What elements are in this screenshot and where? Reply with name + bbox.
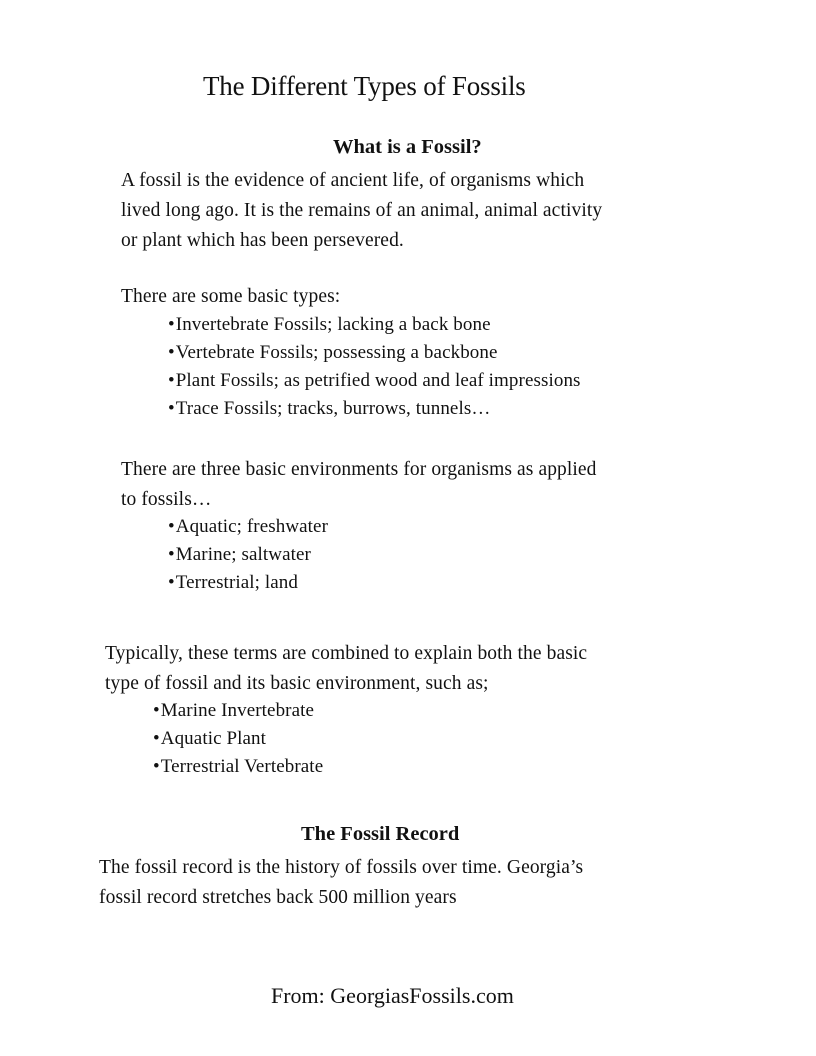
paragraph-line: A fossil is the evidence of ancient life, of organisms which: [121, 170, 585, 191]
list-item: • Plant Fossils; as petrified wood and leaf impressions: [168, 367, 581, 395]
list-item: • Invertebrate Fossils; lacking a back bone: [168, 311, 581, 339]
paragraph-line: Typically, these terms are combined to explain both the basic: [105, 643, 588, 664]
what-is-fossil-paragraph: [121, 166, 602, 256]
fossil-record-heading: The Fossil Record: [301, 823, 460, 845]
list-item: • Marine; saltwater: [168, 541, 328, 569]
list-item: • Terrestrial; land: [168, 569, 328, 597]
paragraph-line: to fossils…: [121, 489, 212, 510]
types-list: [168, 311, 581, 423]
list-item: • Aquatic; freshwater: [168, 513, 328, 541]
combined-list: [153, 697, 323, 781]
list-item: • Marine Invertebrate: [153, 697, 323, 725]
list-item: • Trace Fossils; tracks, burrows, tunnels…: [168, 395, 581, 423]
environments-list: [168, 513, 328, 597]
paragraph-line: or plant which has been persevered.: [121, 230, 404, 251]
paragraph-line: There are three basic environments for organisms as applied: [121, 459, 597, 480]
list-item: • Vertebrate Fossils; possessing a backbone: [168, 339, 581, 367]
paragraph-line: The fossil record is the history of fossils over time. Georgia’s: [99, 857, 584, 878]
paragraph-line: lived long ago. It is the remains of an animal, animal activity: [121, 200, 603, 221]
source-footer: From: GeorgiasFossils.com: [271, 983, 514, 1008]
list-item: • Aquatic Plant: [153, 725, 323, 753]
what-is-fossil-heading: What is a Fossil?: [333, 136, 482, 158]
fossil-record-paragraph: [99, 853, 583, 913]
paragraph-line: fossil record stretches back 500 million years: [99, 887, 457, 908]
combined-intro: [105, 639, 587, 699]
page-title: The Different Types of Fossils: [203, 71, 526, 101]
types-intro: There are some basic types:: [121, 286, 341, 307]
paragraph-line: type of fossil and its basic environment, such as;: [105, 673, 489, 694]
list-item: • Terrestrial Vertebrate: [153, 753, 323, 781]
environments-intro: [121, 455, 597, 515]
